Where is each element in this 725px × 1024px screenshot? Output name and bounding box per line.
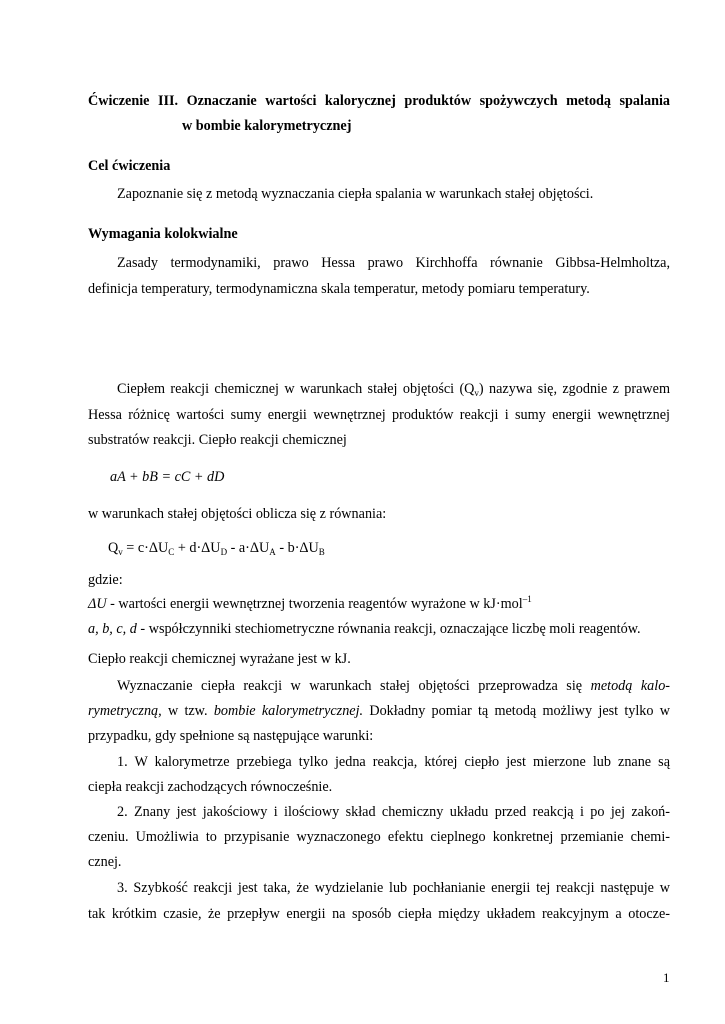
condition-3-line-1: 3. Szybkość reakcji jest taka, że wydzielanie lub pochłanianie energii tej reakcji następuje w: [117, 880, 670, 896]
intro-line-3: substratów reakcji. Ciepło reakcji chemicznej: [88, 432, 347, 448]
condition-2-line-1: 2. Znany jest jakościowy i ilościowy skład chemiczny układu przed reakcją i po jej zakoń-: [117, 804, 670, 820]
intro-line-2: Hessa różnicę wartości sumy energii wewnętrznej produktów reakcji i sumy energii wewnętrznej: [88, 407, 670, 423]
def-delta-u: ΔU - wartości energii wewnętrznej tworzenia reagentów wyrażone w kJ·mol$^{-1}$: [88, 594, 532, 612]
cel-heading: Cel ćwiczenia: [88, 158, 171, 174]
wymagania-line-2: definicja temperatury, termodynamiczna skala temperatur, metody pomiaru temperatury.: [88, 281, 590, 297]
unit-line: Ciepło reakcji chemicznej wyrażane jest w kJ.: [88, 651, 351, 667]
gdzie-label: gdzie:: [88, 572, 123, 588]
method-line-1: Wyznaczanie ciepła reakcji w warunkach stałej objętości przeprowadza się metodą kalo-: [117, 678, 671, 694]
page-number: 1: [663, 970, 670, 985]
heat-equation: $Q_v = c\cdot\Delta U_C + d\cdot\Delta U_D - a\cdot\Delta U_A - b\cdot\Delta U_B$: [108, 540, 325, 557]
condition-1-line-1: 1. W kalorymetrze przebiega tylko jedna reakcja, której ciepło jest mierzone lub znane są: [117, 754, 670, 770]
method-line-3: przypadku, gdy spełnione są następujące warunki:: [88, 728, 374, 744]
method-line-2: rymetryczną, w tzw. bombie kalorymetrycznej. Dokładny pomiar tą metodą możliwy jest tylko w: [88, 703, 670, 719]
intro-line-1: Ciepłem reakcji chemicznej w warunkach stałej objętości $(Q_v)$ nazywa się, zgodnie z prawem: [117, 381, 670, 398]
def-coefficients: a, b, c, d - współczynniki stechiometryczne równania reakcji, oznaczające liczbę moli reagentów.: [88, 621, 641, 637]
condition-2-line-2: czeniu. Umożliwia to przypisanie wyznaczonego efektu cieplnego konkretnej przemianie chemi-: [88, 829, 670, 845]
condition-1-line-2: ciepła reakcji zachodzących równocześnie.: [88, 779, 333, 795]
condition-3-line-2: tak krótkim czasie, że przepływ energii na sposób ciepła między układem reakcyjnym a otocze-: [88, 906, 670, 922]
wymagania-line-1: Zasady termodynamiki, prawo Hessa prawo Kirchhoffa równanie Gibbsa-Helmholtza,: [117, 255, 670, 271]
cel-text: Zapoznanie się z metodą wyznaczania ciepła spalania w warunkach stałej objętości.: [117, 186, 594, 202]
title-line-1: Ćwiczenie III. Oznaczanie wartości kalorycznej produktów spożywczych metodą spalania: [88, 93, 670, 109]
condition-2-line-3: cznej.: [88, 854, 122, 870]
reaction-equation: aA + bB = cC + dD: [110, 469, 225, 485]
title-line-2: w bombie kalorymetrycznej: [182, 118, 352, 134]
calc-text: w warunkach stałej objętości oblicza się z równania:: [88, 506, 387, 522]
wymagania-heading: Wymagania kolokwialne: [88, 226, 238, 242]
